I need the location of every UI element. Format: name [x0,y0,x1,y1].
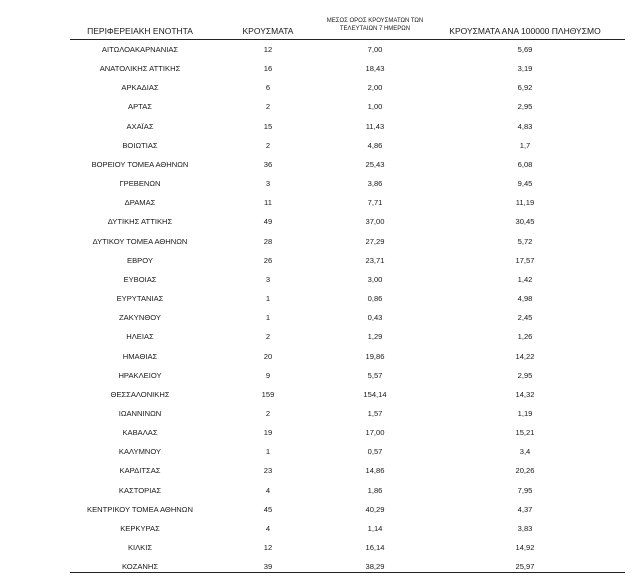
cell-unit: ΖΑΚΥΝΘΟΥ [119,313,161,323]
cell-unit: ΗΛΕΙΑΣ [126,332,154,342]
cell-unit: ΑΙΤΩΛΟΑΚΑΡΝΑΝΙΑΣ [101,45,179,54]
cell-cases: 11 [264,198,272,208]
cell-avg: 0,57 [367,447,383,457]
cell-cases: 2 [265,332,271,342]
cell-cases: 1 [265,294,271,304]
cell-avg: 37,00 [365,217,385,227]
cell-per100k: 14,92 [515,543,535,553]
cell-unit: ΚΑΣΤΟΡΙΑΣ [118,485,162,495]
table-row [0,538,637,557]
cell-unit: ΔΡΑΜΑΣ [124,198,156,208]
bottom-divider [70,572,625,573]
cell-per100k: 4,98 [517,294,533,304]
header-avg-line2: ΤΕΛΕΥΤΑΙΩΝ 7 ΗΜΕΡΩΝ [339,25,411,32]
header-cases: ΚΡΟΥΣΜΑΤΑ [242,26,294,36]
cell-per100k: 1,19 [517,408,533,418]
cell-cases: 39 [263,562,273,572]
cell-cases: 20 [263,351,273,361]
cell-avg: 7,71 [367,198,383,208]
cell-avg: 1,14 [367,523,383,533]
table-row [0,461,637,480]
table-row [0,519,637,538]
cell-cases: 23 [263,466,273,476]
cell-per100k: 6,92 [517,83,533,93]
cell-cases: 3 [265,179,271,189]
cell-per100k: 1,42 [517,274,533,284]
table-row [0,327,637,346]
cell-avg: 18,43 [365,64,385,74]
cell-unit: ΚΙΛΚΙΣ [127,543,153,553]
cell-per100k: 2,95 [517,370,533,380]
cell-unit: ΚΕΡΚΥΡΑΣ [120,523,160,533]
cell-per100k: 17,57 [515,255,535,265]
cell-avg: 3,86 [367,179,383,189]
cell-unit: ΗΡΑΚΛΕΙΟΥ [118,370,162,380]
cell-avg: 40,29 [365,504,385,514]
cell-avg: 0,86 [367,294,383,304]
cell-unit: ΚΑΛΥΜΝΟΥ [118,447,162,457]
table-row [0,442,637,461]
cell-avg: 1,57 [367,408,383,418]
table-row [0,404,637,423]
cell-per100k: 7,95 [517,485,533,495]
table-body [0,40,637,576]
cell-unit: ΒΟΡΕΙΟΥ ΤΟΜΕΑ ΑΘΗΝΩΝ [91,159,189,169]
table-row [0,270,637,289]
cell-unit: ΙΩΑΝΝΙΝΩΝ [118,408,162,418]
cell-cases: 3 [265,274,271,284]
table-row [0,500,637,519]
cell-avg: 1,29 [367,332,383,342]
cell-cases: 159 [261,389,275,399]
cell-unit: ΔΥΤΙΚΗΣ ΑΤΤΙΚΗΣ [107,217,173,227]
cell-cases: 1 [265,447,271,457]
cell-unit: ΑΧΑΪΑΣ [126,121,154,131]
cell-unit: ΓΡΕΒΕΝΩΝ [119,179,161,189]
cell-cases: 6 [265,83,271,93]
table-row [0,423,637,442]
cell-unit: ΚΟΖΑΝΗΣ [121,562,159,572]
cell-avg: 11,43 [365,121,385,131]
table-row [0,385,637,404]
cell-per100k: 4,37 [517,504,533,514]
cell-avg: 4,86 [367,140,383,150]
table-row [0,155,637,174]
cell-cases: 28 [263,236,273,246]
cell-per100k: 5,69 [517,45,533,54]
cell-per100k: 3,83 [517,523,533,533]
cell-unit: ΚΕΝΤΡΙΚΟΥ ΤΟΜΕΑ ΑΘΗΝΩΝ [87,504,193,514]
cell-avg: 5,57 [367,370,383,380]
cell-unit: ΚΑΒΑΛΑΣ [122,428,158,438]
cell-unit: ΕΥΒΟΙΑΣ [123,274,157,284]
cell-cases: 2 [265,408,271,418]
table-row [0,40,637,59]
cell-cases: 9 [265,370,271,380]
cell-avg: 38,29 [365,562,385,572]
cell-cases: 15 [263,121,273,131]
cell-cases: 4 [265,485,271,495]
cell-cases: 16 [263,64,273,74]
cell-per100k: 5,72 [517,236,533,246]
cell-per100k: 4,83 [517,121,533,131]
table-row [0,136,637,155]
cell-avg: 27,29 [365,236,385,246]
cell-cases: 12 [263,543,273,553]
cell-per100k: 14,22 [515,351,535,361]
cell-per100k: 1,7 [519,140,531,150]
cell-cases: 19 [263,428,273,438]
cell-cases: 49 [263,217,273,227]
cell-unit: ΘΕΣΣΑΛΟΝΙΚΗΣ [110,389,170,399]
cell-per100k: 2,95 [517,102,533,112]
cell-avg: 0,43 [367,313,383,323]
cell-unit: ΑΝΑΤΟΛΙΚΗΣ ΑΤΤΙΚΗΣ [99,64,181,74]
cell-avg: 3,00 [367,274,383,284]
cell-cases: 2 [265,140,271,150]
table-row [0,251,637,270]
cell-per100k: 6,08 [517,159,533,169]
table-row [0,308,637,327]
cell-per100k: 20,26 [515,466,535,476]
cell-per100k: 3,4 [519,447,531,457]
table-row [0,97,637,116]
cell-unit: ΕΒΡΟΥ [127,255,153,265]
cell-per100k: 30,45 [515,217,535,227]
table-row [0,174,637,193]
cell-avg: 19,86 [365,351,385,361]
cell-per100k: 11,19 [515,198,535,208]
cell-avg: 1,00 [367,102,383,112]
cell-per100k: 15,21 [515,428,535,438]
cell-per100k: 2,45 [517,313,533,323]
table-row [0,117,637,136]
cell-per100k: 9,45 [517,179,533,189]
cell-cases: 36 [263,159,273,169]
cell-unit: ΚΑΡΔΙΤΣΑΣ [119,466,161,476]
table-row [0,481,637,500]
cell-per100k: 14,32 [515,389,535,399]
cell-unit: ΕΥΡΥΤΑΝΙΑΣ [116,294,164,304]
table-row [0,78,637,97]
header-avg-line1: ΜΕΣΟΣ ΟΡΟΣ ΚΡΟΥΣΜΑΤΩΝ ΤΩΝ [326,18,424,24]
table-row [0,557,637,576]
cell-avg: 17,00 [365,428,385,438]
cell-avg: 2,00 [367,83,383,93]
header-unit: ΠΕΡΙΦΕΡΕΙΑΚΗ ΕΝΟΤΗΤΑ [87,26,193,36]
table-row [0,212,637,231]
cell-per100k: 25,97 [515,562,535,572]
cell-cases: 1 [265,313,271,323]
cell-avg: 1,86 [367,485,383,495]
cell-per100k: 1,26 [517,332,533,342]
cell-unit: ΑΡΚΑΔΙΑΣ [121,83,159,93]
cell-cases: 2 [265,102,271,112]
table-row [0,289,637,308]
cell-avg: 25,43 [365,159,385,169]
cell-unit: ΑΡΤΑΣ [128,102,152,112]
header-per100k: ΚΡΟΥΣΜΑΤΑ ΑΝΑ 100000 ΠΛΗΘΥΣΜΟ [449,26,601,36]
cell-unit: ΔΥΤΙΚΟΥ ΤΟΜΕΑ ΑΘΗΝΩΝ [92,236,188,246]
cell-cases: 4 [265,523,271,533]
cell-cases: 12 [263,45,273,54]
cell-avg: 154,14 [363,389,387,399]
cell-avg: 16,14 [365,543,385,553]
table-row [0,347,637,366]
cell-avg: 7,00 [367,45,383,54]
cell-per100k: 3,19 [517,64,533,74]
table-row [0,59,637,78]
cell-unit: ΒΟΙΩΤΙΑΣ [122,140,158,150]
cell-unit: ΗΜΑΘΙΑΣ [122,351,158,361]
cell-avg: 14,86 [365,466,385,476]
cell-cases: 26 [263,255,273,265]
table-row [0,232,637,251]
cell-cases: 45 [263,504,273,514]
table-row [0,193,637,212]
cell-avg: 23,71 [365,255,385,265]
table-row [0,366,637,385]
header-avg [315,18,435,33]
